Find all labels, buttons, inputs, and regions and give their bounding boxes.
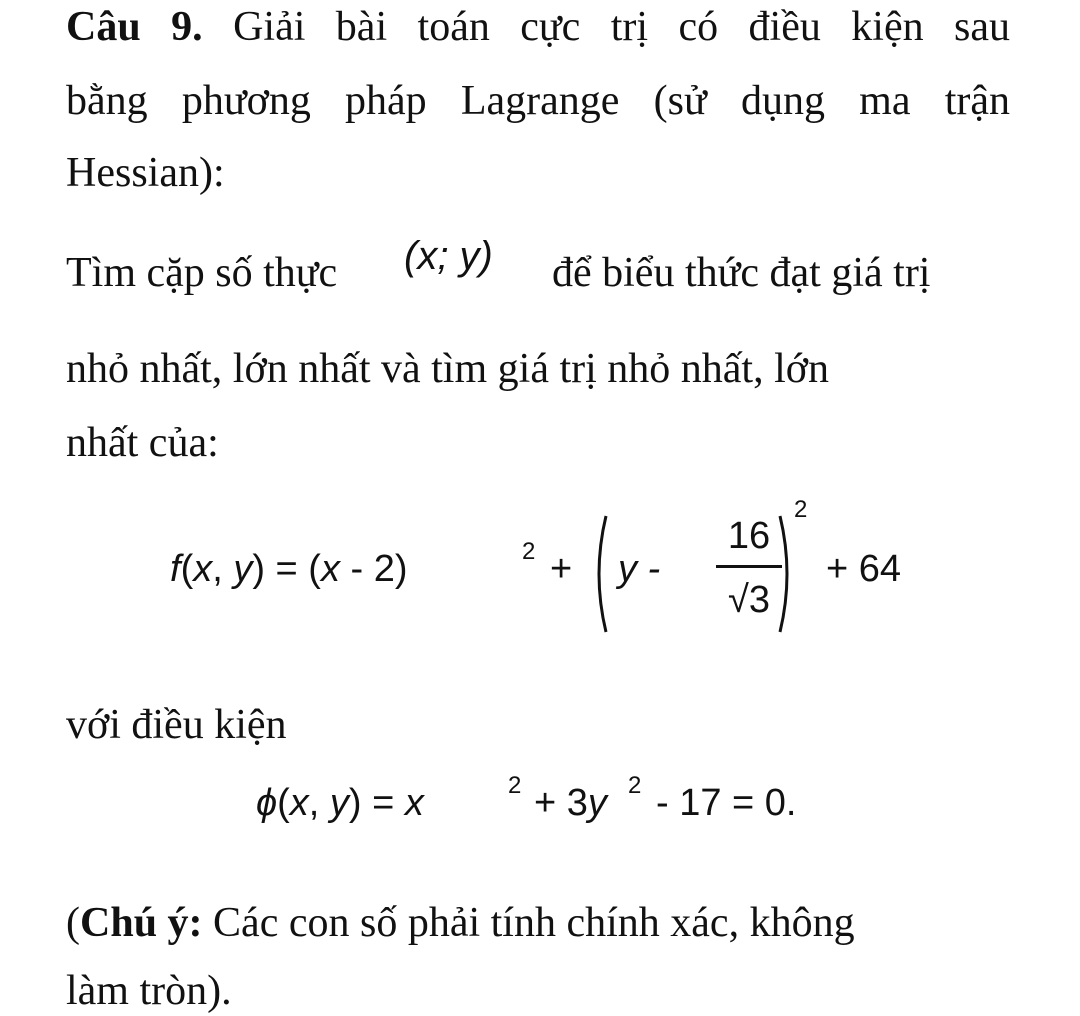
right-big-paren: [776, 512, 798, 636]
question-line-3: Hessian):: [66, 150, 225, 196]
constraint-tail: - 17 = 0.: [656, 782, 797, 824]
objective-tail: + 64: [826, 548, 902, 590]
task-line-2: nhỏ nhất, lớn nhất và tìm giá trị nhỏ nhất, lớn: [66, 346, 829, 392]
fraction-bar: [716, 565, 782, 568]
note-label: Chú ý:: [80, 900, 203, 946]
objective-plus: +: [550, 548, 573, 590]
note-line-1: [66, 898, 855, 948]
question-label: Câu 9.: [66, 4, 203, 50]
objective-y-minus: y -: [618, 548, 661, 590]
objective-lhs: f(x, y) = (x - 2): [170, 548, 408, 590]
question-line-1: [66, 2, 1010, 52]
objective-exponent-2: 2: [794, 496, 808, 523]
condition-label: với điều kiện: [66, 702, 287, 748]
task-line-1-before: Tìm cặp số thực: [66, 250, 338, 296]
note-line-2: làm tròn).: [66, 968, 232, 1014]
question-intro-text: Giải bài toán cực trị có điều kiện sau: [233, 4, 1011, 50]
variable-pair: (x; y): [404, 234, 493, 278]
fraction-numerator: 16: [727, 515, 771, 557]
note-text: Các con số phải tính chính xác, không: [213, 900, 855, 946]
left-big-paren: [588, 512, 610, 636]
objective-exponent-1: 2: [522, 538, 536, 565]
fraction-denominator: √3: [728, 579, 770, 621]
question-line-2: bằng phương pháp Lagrange (sử dụng ma trận: [66, 78, 1010, 124]
constraint-exponent-2: 2: [628, 772, 642, 799]
constraint-mid: + 3y: [534, 782, 607, 824]
constraint-lhs: ϕ(x, y) = x: [256, 782, 424, 824]
constraint-exponent-1: 2: [508, 772, 522, 799]
task-line-1-after: để biểu thức đạt giá trị: [552, 250, 931, 296]
task-line-3: nhất của:: [66, 420, 219, 466]
note-open-paren: (: [66, 900, 80, 946]
